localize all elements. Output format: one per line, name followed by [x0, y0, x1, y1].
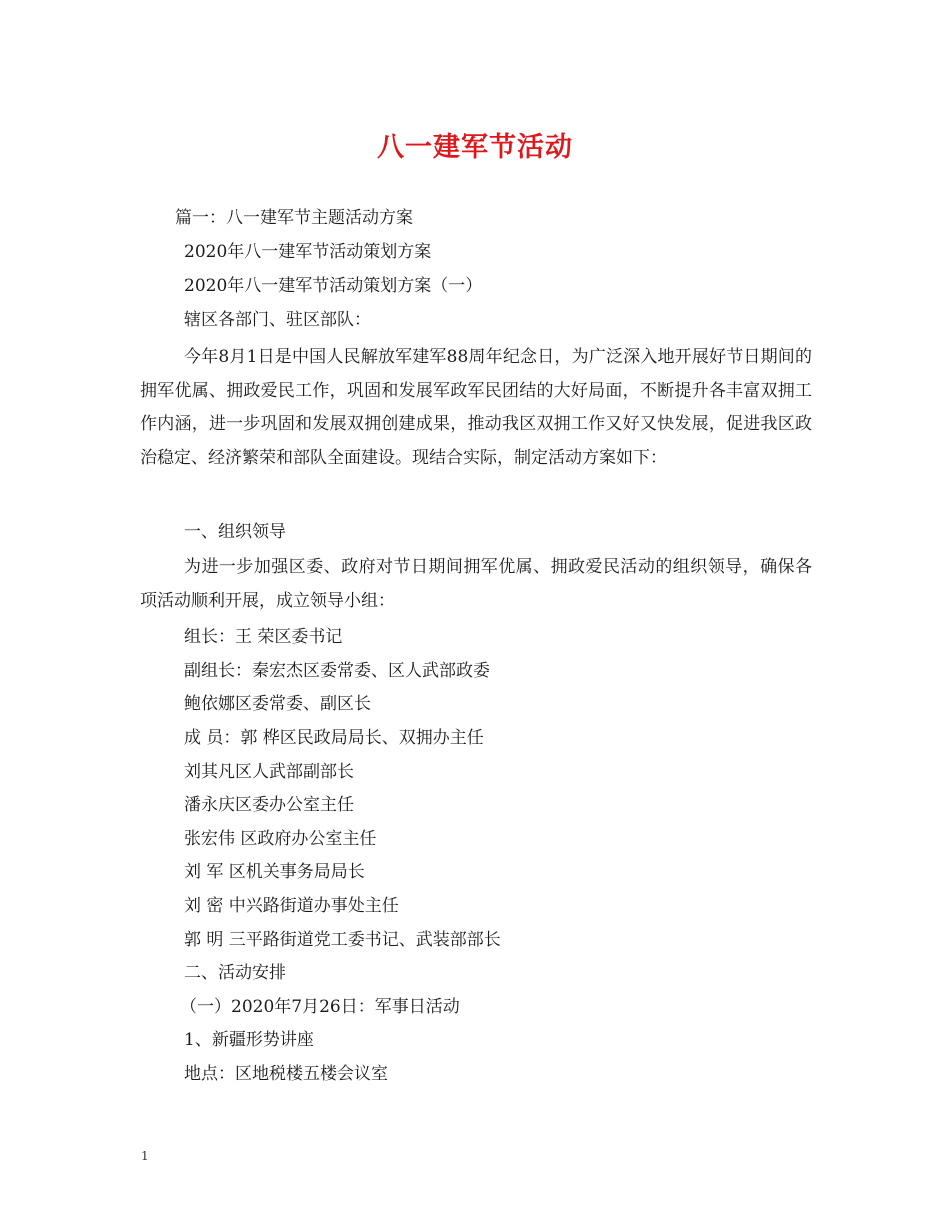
- member-line: 组长：王 荣区委书记: [184, 627, 343, 647]
- article-label: 篇一：八一建军节主题活动方案: [175, 208, 413, 228]
- intro-paragraph: 今年8月1日是中国人民解放军建军88周年纪念日，为广泛深入地开展好节日期间的拥军优属、拥政爱民工作，巩固和发展军政军民团结的大好局面，不断提升各丰富双拥工作内涵，进一步巩固和发展双拥创建成果，推动我区双拥工作又好又快发展，促进我区政治稳定、经济繁荣和部队全面建设。现结合实际，制定活动方案如下：: [140, 347, 812, 468]
- member-line: 副组长：秦宏杰区委常委、区人武部政委: [184, 661, 490, 681]
- member-line: 郭 明 三平路街道党工委书记、武装部部长: [184, 930, 501, 950]
- subsection-heading: （一）2020年7月26日：军事日活动: [180, 997, 460, 1017]
- page-number: 1: [141, 1149, 149, 1163]
- member-line: 鲍依娜区委常委、副区长: [184, 694, 371, 714]
- plan-title: 2020年八一建军节活动策划方案: [184, 242, 432, 262]
- member-line: 张宏伟 区政府办公室主任: [184, 829, 377, 849]
- list-item: 1、新疆形势讲座: [184, 1030, 314, 1050]
- section-heading-organization: 一、组织领导: [184, 522, 286, 542]
- location-line: 地点：区地税楼五楼会议室: [184, 1064, 388, 1084]
- section-heading-activities: 二、活动安排: [184, 963, 286, 983]
- member-line: 潘永庆区委办公室主任: [184, 795, 354, 815]
- member-line: 刘 密 中兴路街道办事处主任: [184, 896, 399, 916]
- organization-paragraph: 为进一步加强区委、政府对节日期间拥军优属、拥政爱民活动的组织领导，确保各项活动顺利开展，成立领导小组：: [140, 557, 812, 611]
- plan-subtitle: 2020年八一建军节活动策划方案（一）: [184, 276, 483, 296]
- addressee: 辖区各部门、驻区部队：: [184, 310, 371, 330]
- document-title: 八一建军节活动: [377, 132, 573, 163]
- member-line: 刘 军 区机关事务局局长: [184, 862, 365, 882]
- member-line: 成 员：郭 桦区民政局局长、双拥办主任: [184, 728, 484, 748]
- member-line: 刘其凡区人武部副部长: [184, 762, 354, 782]
